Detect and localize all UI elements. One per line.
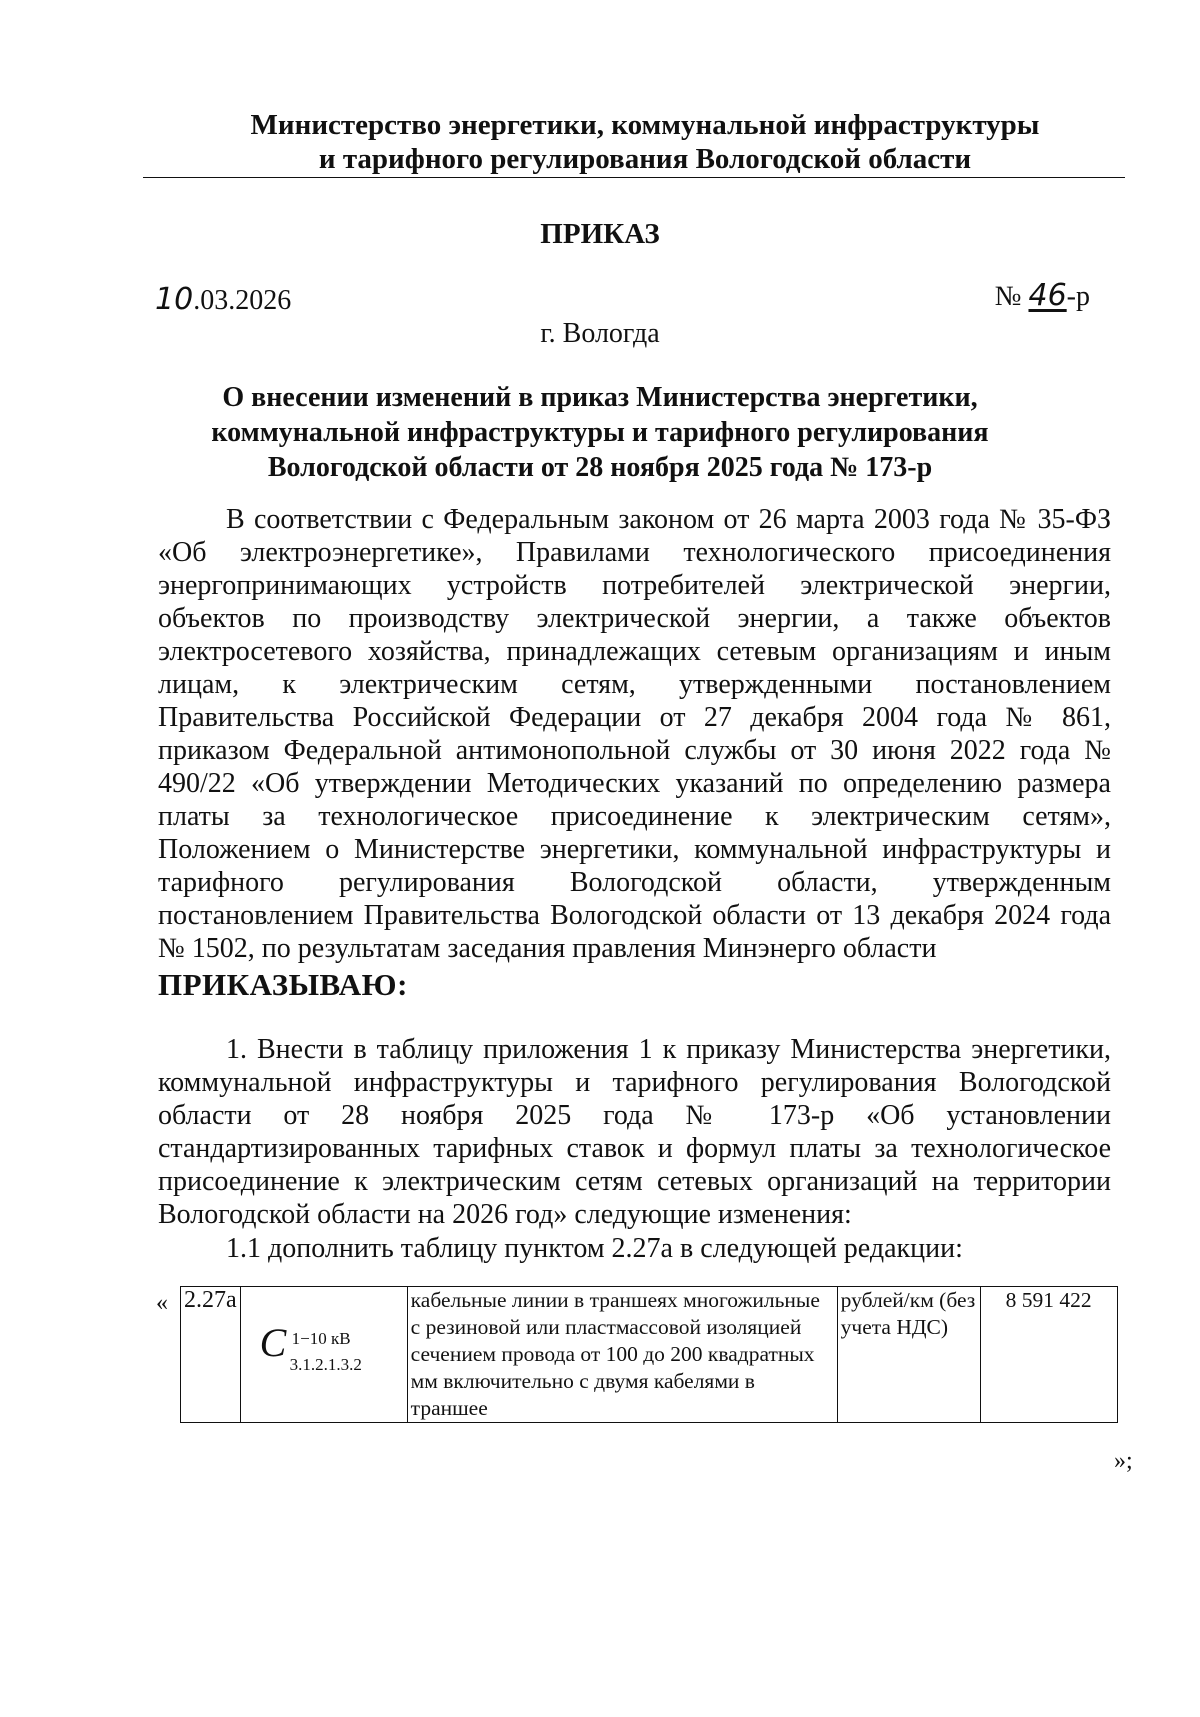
document-number — [995, 278, 1090, 313]
number-suffix: -р — [1066, 281, 1090, 312]
formula-subscript: 3.1.2.1.3.2 — [289, 1355, 362, 1374]
subject-line2: коммунальной инфраструктуры и тарифного регулирования — [211, 417, 989, 448]
formula-superscript: 1−10 кВ — [291, 1329, 351, 1348]
table-row — [181, 1287, 1118, 1423]
subject-line3: Вологодской области от 28 ноября 2025 года № 173-р — [267, 452, 933, 483]
cell-value: 8 591 422 — [980, 1287, 1117, 1423]
item-1-1: 1.1 дополнить таблицу пунктом 2.27а в следующей редакции: — [226, 1233, 963, 1264]
cell-unit: рублей/км (без учета НДС) — [837, 1287, 980, 1423]
quote-close: »; — [1114, 1448, 1133, 1474]
date-rest: .03.2026 — [193, 285, 292, 316]
cell-code: 2.27а — [181, 1287, 241, 1423]
cell-description: кабельные линии в траншеях многожильные с резиновой или пластмассовой изоляцией сечением провода от 100 до 200 квадратных мм включительно с двумя кабелями в траншее — [407, 1287, 837, 1423]
document-subject — [150, 380, 1050, 485]
document-title: ПРИКАЗ — [540, 218, 660, 250]
item-1: 1. Внести в таблицу приложения 1 к приказу Министерства энергетики, коммунальной инфраструктуры и тарифного регулирования Вологодской области от 28 ноября 2025 года № 173-р «Об установлении стандартизированных тарифных ставок и формул платы за технологическое присоединение к электрическим сетям сетевых организаций на территории Вологодской области на 2026 год» следующие изменения: — [158, 1034, 1111, 1230]
number-handwritten: 46 — [1028, 278, 1067, 313]
date-day-handwritten: 10 — [155, 282, 194, 317]
preamble-paragraph: В соответствии с Федеральным законом от 26 марта 2003 года № 35-ФЗ «Об электроэнергетике», Правилами технологического присоединения энергопринимающих устройств потребителей электрической энергии, объектов по производству электрической энергии, а также объектов электросетевого хозяйства, принадлежащих сетевым организациям и иным лицам, к электрическим сетям, утвержденными постановлением Правительства Российской Федерации от 27 декабря 2004 года № 861, приказом Федеральной антимонопольной службы от 30 июня 2022 года № 490/22 «Об утверждении Методических указаний по определению размера платы за технологическое присоединение к электрическим сетям», Положением о Министерстве энергетики, коммунальной инфраструктуры и тарифного регулирования Вологодской области, утвержденным постановлением Правительства Вологодской области от 13 декабря 2024 года № 1502, по результатам заседания правления Минэнерго области — [158, 504, 1111, 964]
subject-line1: О внесении изменений в приказ Министерства энергетики, — [222, 382, 978, 413]
formula-symbol: C — [259, 1320, 287, 1365]
tariff-table — [180, 1286, 1118, 1423]
document-date — [155, 282, 291, 317]
cell-formula — [240, 1287, 407, 1423]
quote-open: « — [156, 1290, 168, 1316]
ministry-name-line1: Министерство энергетики, коммунальной инфраструктуры — [250, 109, 1040, 141]
order-word: ПРИКАЗЫВАЮ: — [158, 967, 408, 1002]
header-rule — [143, 177, 1125, 178]
number-prefix: № — [994, 281, 1022, 312]
rate-formula — [260, 1321, 390, 1381]
city: г. Вологда — [540, 318, 660, 349]
ministry-name-line2: и тарифного регулирования Вологодской области — [318, 143, 972, 175]
preamble-block — [158, 503, 1111, 965]
